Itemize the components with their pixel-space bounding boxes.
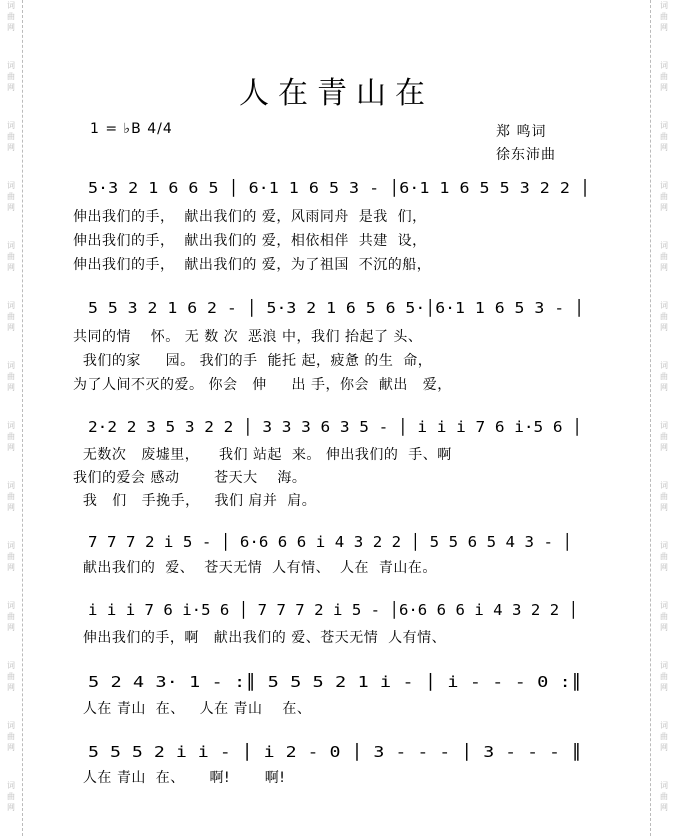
watermark-text: 词 曲 网 <box>660 721 668 752</box>
watermark-text: 词 曲 网 <box>660 421 668 452</box>
watermark-text: 词 曲 网 <box>660 781 668 812</box>
watermark-text: 词 曲 网 <box>660 601 668 632</box>
lyric-line: 人在 青山 在、 人在 青山 在、 <box>73 701 312 717</box>
watermark-text: 词 曲 网 <box>7 781 15 812</box>
watermark-text: 词 曲 网 <box>7 541 15 572</box>
watermark-text: 词 曲 网 <box>7 121 15 152</box>
watermark-text: 词 曲 网 <box>7 241 15 272</box>
jianpu-notes: 2·2 2 3 5 3 2 2 │ 3 3 3 6 3 5 - │ i i i 7 6 i·5 6 │ <box>88 418 549 436</box>
watermark-text: 词 曲 网 <box>660 181 668 212</box>
lyric-line: 我们的家 园。 我们的手 能托 起，疲惫 的生 命， <box>73 353 433 369</box>
watermark-text: 词 曲 网 <box>660 241 668 272</box>
watermark-text: 词 曲 网 <box>660 61 668 92</box>
lyric-line: 我们的爱会 感动 苍天大 海。 <box>73 470 307 486</box>
lyric-line: 为了人间不灭的爱。 你会 伸 出 手，你会 献出 爱， <box>73 377 452 393</box>
jianpu-notes: i i i 7 6 i·5 6 │ 7 7 7 2 i 5 - │6·6 6 6 i 4 3 2 2 │ <box>88 601 558 619</box>
watermark-text: 词 曲 网 <box>7 481 15 512</box>
jianpu-notes: 5 2 4 3· 1 - :║ 5 5 5 2 1 i - │ i - - - 0 :║ <box>88 673 486 691</box>
notation-line-1 <box>0 176 673 200</box>
composer-credit: 徐东沛曲 <box>496 147 556 163</box>
lyric-line: 献出我们的 爱、 苍天无情 人有情、 人在 青山在。 <box>73 560 437 576</box>
notation-line-3 <box>0 415 673 439</box>
watermark-text: 词 曲 网 <box>7 721 15 752</box>
lyric-line: 共同的情 怀。 无 数 次 恶浪 中，我们 抬起了 头、 <box>73 329 423 345</box>
notation-line-2 <box>0 296 673 320</box>
lyric-line: 无数次 废墟里， 我们 站起 来。 伸出我们的 手、啊 <box>73 447 452 463</box>
watermark-text: 词 曲 网 <box>7 361 15 392</box>
watermark-text: 词 曲 网 <box>7 601 15 632</box>
watermark-text: 词 曲 网 <box>660 1 668 32</box>
jianpu-notes: 5·3 2 1 6 6 5 │ 6·1 1 6 5 3 - │6·1 1 6 5 5 3 2 2 │ <box>88 179 540 197</box>
watermark-text: 词 曲 网 <box>660 481 668 512</box>
watermark-text: 词 曲 网 <box>7 301 15 332</box>
lyric-line: 伸出我们的手， 献出我们的 爱，相依相伴 共建 设， <box>73 233 427 249</box>
lyric-line: 人在 青山 在、 啊! 啊! <box>73 770 286 786</box>
lyricist-credit: 郑 鸣词 <box>496 124 547 140</box>
notation-line-6 <box>0 670 673 694</box>
watermark-text: 词 曲 网 <box>7 421 15 452</box>
watermark-text: 词 曲 网 <box>660 661 668 692</box>
watermark-text: 词 曲 网 <box>660 541 668 572</box>
watermark-text: 词 曲 网 <box>7 661 15 692</box>
jianpu-notes: 5 5 5 2 i i - │ i 2 - 0 │ 3 - - - │ 3 - - - ║ <box>88 743 495 761</box>
notation-line-5 <box>0 598 673 622</box>
watermark-text: 词 曲 网 <box>7 181 15 212</box>
jianpu-notes: 5 5 3 2 1 6 2 - │ 5·3 2 1 6 5 6 5·│6·1 1 6 5 3 - │ <box>88 299 540 317</box>
song-title: 人在青山在 <box>239 76 434 111</box>
notation-line-7 <box>0 740 673 764</box>
watermark-text: 词 曲 网 <box>7 1 15 32</box>
key-signature: 1 = ♭B 4/4 <box>90 121 173 137</box>
notation-line-4 <box>0 530 673 554</box>
jianpu-notes: 7 7 7 2 i 5 - │ 6·6 6 6 i 4 3 2 2 │ 5 5 6 5 4 3 - │ <box>88 533 549 551</box>
lyric-line: 伸出我们的手， 献出我们的 爱，风雨同舟 是我 们， <box>73 209 427 225</box>
lyric-line: 我 们 手挽手， 我们 肩并 肩。 <box>73 493 317 509</box>
lyric-line: 伸出我们的手，啊 献出我们的 爱、苍天无情 人有情、 <box>73 630 447 646</box>
watermark-text: 词 曲 网 <box>660 121 668 152</box>
watermark-text: 词 曲 网 <box>660 361 668 392</box>
watermark-text: 词 曲 网 <box>7 61 15 92</box>
watermark-text: 词 曲 网 <box>660 301 668 332</box>
lyric-line: 伸出我们的手， 献出我们的 爱，为了祖国 不沉的船， <box>73 257 432 273</box>
